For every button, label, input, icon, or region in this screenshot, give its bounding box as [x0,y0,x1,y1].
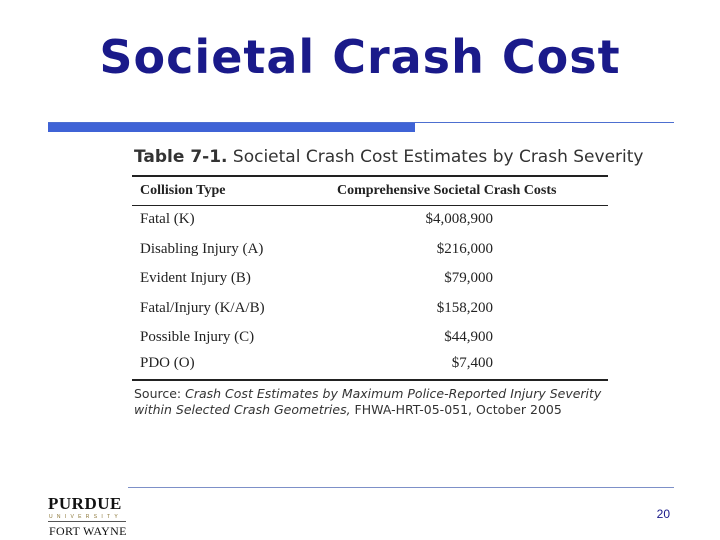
title-rule-accent [48,123,415,132]
table-caption [134,147,643,167]
table-row [130,265,608,295]
cell-cost: $79,000 [444,270,493,286]
logo-university: UNIVERSITY [49,514,123,520]
page-number: 20 [656,507,670,521]
column-header-costs: Comprehensive Societal Crash Costs [337,183,557,198]
column-header-collision-type: Collision Type [140,183,226,198]
table-row [130,236,608,266]
cell-cost: $158,200 [436,299,493,316]
source-title: Crash Cost Estimates by Maximum Police-Reported Injury Severity within Selected Crash Geometries, [134,386,602,417]
cell-collision-type: Possible Injury (C) [140,329,255,345]
table-row [130,350,608,380]
table-caption-number: Table 7-1. [134,147,228,167]
footer-rule [128,487,674,488]
cell-cost: $7,400 [451,355,493,371]
source-label: Source: [134,386,186,401]
table-source [134,386,606,418]
cell-cost: $216,000 [436,240,493,257]
cell-collision-type: Evident Injury (B) [140,270,251,286]
cell-cost: $44,900 [444,329,493,345]
logo-divider [48,521,126,522]
source-detail: FHWA-HRT-05-051, October 2005 [350,402,562,417]
cell-cost: $4,008,900 [425,211,493,227]
table-rule-top [132,175,608,177]
table-figure [130,142,644,424]
cell-collision-type: Fatal/Injury (K/A/B) [140,299,265,316]
purdue-fort-wayne-logo [48,490,128,538]
table-row [130,206,608,236]
logo-fort-wayne: FORT WAYNE [49,524,127,538]
slide-title: Societal Crash Cost [99,30,621,84]
cell-collision-type: Fatal (K) [140,211,195,227]
table-row [130,295,608,325]
table-rule-bottom [132,379,608,381]
table-caption-text: Societal Crash Cost Estimates by Crash Severity [232,147,644,167]
logo-purdue: PURDUE [48,494,122,513]
cell-collision-type: Disabling Injury (A) [140,240,264,257]
cell-collision-type: PDO (O) [140,355,195,371]
